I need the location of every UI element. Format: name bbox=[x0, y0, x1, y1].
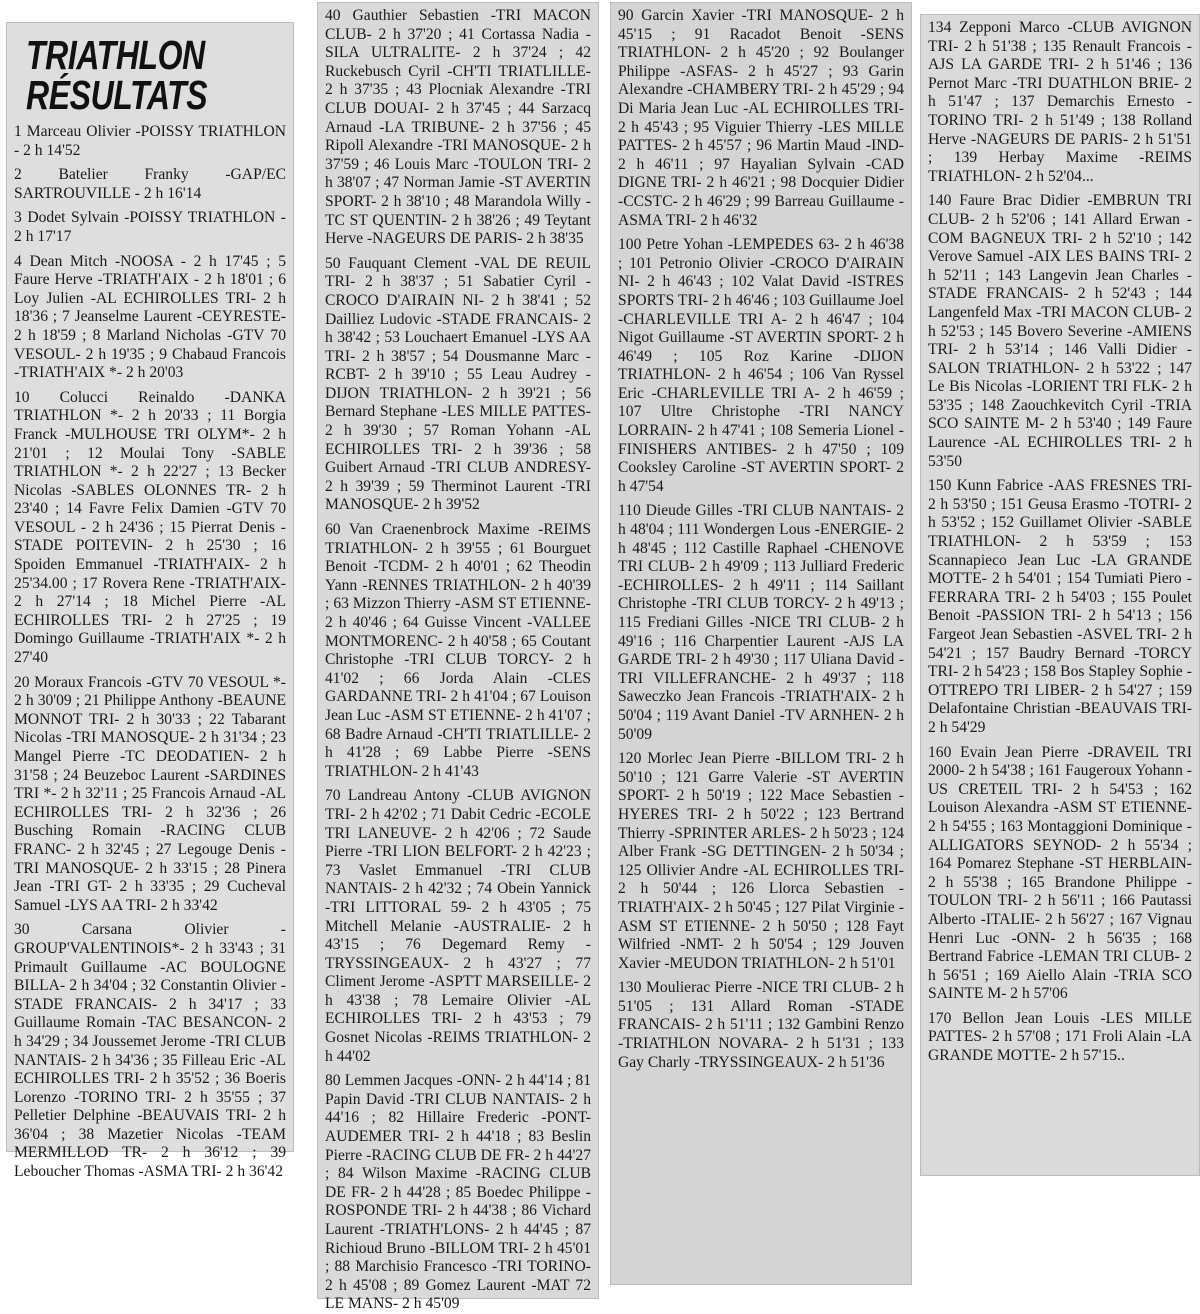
results-paragraph: 4 Dean Mitch -NOOSA - 2 h 17'45 ; 5 Faure Herve -TRIATH'AIX - 2 h 18'01 ; 6 Loy Julien -AL ECHIROLLES TRI- 2 h 18'36 ; 7 Jeanselme Laurent -CEYRESTE- 2 h 18'59 ; 8 Marland Nicholas -GTV 70 VESOUL- 2 h 19'35 ; 9 Chabaud Francois -TRIATH'AIX *- 2 h 20'03 bbox=[14, 252, 286, 382]
results-paragraph: 3 Dodet Sylvain -POISSY TRIATHLON - 2 h 17'17 bbox=[14, 209, 286, 245]
results-paragraph: 130 Moulierac Pierre -NICE TRI CLUB- 2 h 51'05 ; 131 Allard Roman -STADE FRANCAIS- 2 h 51'11 ; 132 Gambini Renzo -TRIATHLON NOVARA- 2 h 51'31 ; 133 Gay Charly -TRYSSINGEAUX- 2 h 51'36 bbox=[618, 979, 904, 1071]
results-column-1 bbox=[6, 22, 294, 1181]
results-paragraph: 120 Morlec Jean Pierre -BILLOM TRI- 2 h 50'10 ; 121 Garre Valerie -ST AVERTIN SPORT- 2 h 50'19 ; 122 Mace Sebastien -HYERES TRI- 2 h 50'22 ; 123 Bertrand Thierry -SPRINTER ARLES- 2 h 50'23 ; 124 Alber Frank -SG DETTINGEN- 2 h 50'34 ; 125 Ollivier Andre -AL ECHIROLLES TRI- 2 h 50'44 ; 126 Llorca Sebastien -TRIATH'AIX- 2 h 50'45 ; 127 Pilat Virginie -ASM ST ETIENNE- 2 h 50'50 ; 128 Fayt Wilfried -NMT- 2 h 50'54 ; 129 Jouven Xavier -MEUDON TRIATHLON- 2 h 51'01 bbox=[618, 750, 904, 972]
results-paragraph: 70 Landreau Antony -CLUB AVIGNON TRI- 2 h 42'02 ; 71 Dabit Cedric -ECOLE TRI LANEUVE- 2 h 42'06 ; 72 Saude Pierre -TRI LION BELFORT- 2 h 42'23 ; 73 Vaslet Emmanuel -TRI CLUB NANTAIS- 2 h 42'32 ; 74 Obein Yannick -TRI LITTORAL 59- 2 h 43'05 ; 75 Mitchell Melanie -AUSTRALIE- 2 h 43'15 ; 76 Degemard Remy -TRYSSINGEAUX- 2 h 43'27 ; 77 Climent Jerome -ASPTT MARSEILLE- 2 h 43'38 ; 78 Lemaire Olivier -AL ECHIROLLES TRI- 2 h 43'53 ; 79 Gosnet Nicolas -REIMS TRIATHLON- 2 h 44'02 bbox=[325, 787, 591, 1065]
results-paragraph: 170 Bellon Jean Louis -LES MILLE PATTES- 2 h 57'08 ; 171 Froli Alain -LA GRANDE MOTTE- 2 h 57'15.. bbox=[928, 1009, 1192, 1065]
results-paragraph: 140 Faure Brac Didier -EMBRUN TRI CLUB- 2 h 52'06 ; 141 Allard Erwan -COM BAGNEUX TRI- 2 h 52'10 ; 142 Verove Samuel -AIX LES BAINS TRI- 2 h 52'11 ; 143 Langevin Jean Charles -STADE FRANCAIS- 2 h 52'43 ; 144 Langenfeld Max -TRI MACON CLUB- 2 h 52'53 ; 145 Bovero Severine -AMIENS TRI- 2 h 53'14 ; 146 Valli Didier -SALON TRIATHLON- 2 h 53'22 ; 147 Le Bis Nicolas -LORIENT TRI FLK- 2 h 53'35 ; 148 Zaouchkevitch Cyril -TRIA SCO SAINTE M- 2 h 53'40 ; 149 Faure Laurence -AL ECHIROLLES TRI- 2 h 53'50 bbox=[928, 192, 1192, 470]
results-paragraph: 60 Van Craenenbrock Maxime -REIMS TRIATHLON- 2 h 39'55 ; 61 Bourguet Benoit -TCDM- 2 h 40'01 ; 62 Theodin Yann -RENNES TRIATHLON- 2 h 40'39 ; 63 Mizzon Thierry -ASM ST ETIENNE- 2 h 40'46 ; 64 Guisse Vincent -VALLEE MONTMORENC- 2 h 40'58 ; 65 Coutant Christophe -TRI CLUB TORCY- 2 h 41'02 ; 66 Jorda Alain -CLES GARDANNE TRI- 2 h 41'04 ; 67 Louison Jean Luc -ASM ST ETIENNE- 2 h 41'07 ; 68 Badre Arnaud -CH'TI TRIATLILLE- 2 h 41'28 ; 69 Labbe Pierre -SENS TRIATHLON- 2 h 41'43 bbox=[325, 521, 591, 780]
results-column-3 bbox=[610, 2, 912, 1285]
headline bbox=[26, 32, 307, 118]
results-paragraph: 150 Kunn Fabrice -AAS FRESNES TRI- 2 h 53'50 ; 151 Geusa Erasmo -TOTRI- 2 h 53'52 ; 152 Guillamet Olivier -SABLE TRIATHLON- 2 h 53'59 ; 153 Scannapieco Jean Luc -LA GRANDE MOTTE- 2 h 54'01 ; 154 Tumiati Piero -FERRARA TRI- 2 h 54'03 ; 155 Poulet Benoit -PASSION TRI- 2 h 54'13 ; 156 Fargeot Jean Sebastien -ASVEL TRI- 2 h 54'21 ; 157 Baudry Bernard -TORCY TRI- 2 h 54'23 ; 158 Bos Stapley Sophie -OTTREPO TRI LIBER- 2 h 54'27 ; 159 Delafontaine Christian -BEAUVAIS TRI- 2 h 54'29 bbox=[928, 477, 1192, 736]
results-paragraph: 90 Garcin Xavier -TRI MANOSQUE- 2 h 45'15 ; 91 Racadot Benoit -SENS TRIATHLON- 2 h 45'20 ; 92 Boulanger Philippe -ASFAS- 2 h 45'27 ; 93 Garin Alexandre -CHAMBERY TRI- 2 h 45'29 ; 94 Di Maria Jean Luc -AL ECHIROLLES TRI- 2 h 45'43 ; 95 Viguier Thierry -LES MILLE PATTES- 2 h 45'57 ; 96 Martin Maud -IND- 2 h 46'11 ; 97 Hayalian Sylvain -CAD DIGNE TRI- 2 h 46'21 ; 98 Docquier Didier -CCSTC- 2 h 46'29 ; 99 Barreau Guillaume -ASMA TRI- 2 h 46'32 bbox=[618, 7, 904, 229]
results-paragraph: 40 Gauthier Sebastien -TRI MACON CLUB- 2 h 37'20 ; 41 Cortassa Nadia -SILA ULTRALITE- 2 h 37'24 ; 42 Ruckebusch Cyril -CH'TI TRIATLILLE- 2 h 37'35 ; 43 Plocniak Alexandre -TRI CLUB DOUAI- 2 h 37'45 ; 44 Sarzacq Arnaud -LA TRIBUNE- 2 h 37'56 ; 45 Ripoll Alexandre -TRI MANOSQUE- 2 h 37'59 ; 46 Louis Marc -TOULON TRI- 2 h 38'07 ; 47 Norman Jamie -ST AVERTIN SPORT- 2 h 38'10 ; 48 Marandola Willy -TC ST QUENTIN- 2 h 38'26 ; 49 Teytant Herve -NAGEURS DE PARIS- 2 h 38'35 bbox=[325, 7, 591, 248]
results-paragraph: 20 Moraux Francois -GTV 70 VESOUL *- 2 h 30'09 ; 21 Philippe Anthony -BEAUNE MONNOT TRI- 2 h 30'33 ; 22 Tabarant Nicolas -TRI MANOSQUE- 2 h 31'34 ; 23 Mangel Pierre -TC DEODATIEN- 2 h 31'58 ; 24 Beuzeboc Laurent -SARDINES TRI *- 2 h 32'11 ; 25 Francois Arnaud -AL ECHIROLLES TRI- 2 h 32'36 ; 26 Busching Romain -RACING CLUB FRANC- 2 h 32'45 ; 27 Legouge Denis -TRI MANOSQUE- 2 h 33'15 ; 28 Pinera Jean -TRI GT- 2 h 33'35 ; 29 Cucheval Samuel -LYS AA TRI- 2 h 33'42 bbox=[14, 673, 286, 914]
results-paragraph: 10 Colucci Reinaldo -DANKA TRIATHLON *- 2 h 20'33 ; 11 Borgia Franck -MULHOUSE TRI OLYM*- 2 h 21'01 ; 12 Moulai Tony -SABLE TRIATHLON *- 2 h 22'27 ; 13 Becker Nicolas -SABLES OLONNES TR- 2 h 23'40 ; 14 Favre Felix Damien -GTV 70 VESOUL - 2 h 24'36 ; 15 Pierrat Denis -STADE POITEVIN- 2 h 25'30 ; 16 Spoiden Emmanuel -TRIATH'AIX- 2 h 25'34.00 ; 17 Rovera Rene -TRIATH'AIX- 2 h 27'14 ; 18 Michel Pierre -AL ECHIROLLES TRI- 2 h 27'25 ; 19 Domingo Guillaume -TRIATH'AIX *- 2 h 27'40 bbox=[14, 388, 286, 667]
results-paragraph: 30 Carsana Olivier -GROUP'VALENTINOIS*- 2 h 33'43 ; 31 Primault Guillaume -AC BOULOGNE BILLA- 2 h 34'04 ; 32 Constantin Olivier -STADE FRANCAIS- 2 h 34'17 ; 33 Guillaume Romain -TAC BESANCON- 2 h 34'29 ; 34 Joussemet Jerome -TRI CLUB NANTAIS- 2 h 34'36 ; 35 Filleau Eric -AL ECHIROLLES TRI- 2 h 35'52 ; 36 Boeris Lorenzo -TORINO TRI- 2 h 35'55 ; 37 Pelletier Delphine -BEAUVAIS TRI- 2 h 36'04 ; 38 Mazetier Nicolas -TEAM MERMILLOD TR- 2 h 36'12 ; 39 Leboucher Thomas -ASMA TRI- 2 h 36'42 bbox=[14, 921, 286, 1181]
results-paragraph: 80 Lemmen Jacques -ONN- 2 h 44'14 ; 81 Papin David -TRI CLUB NANTAIS- 2 h 44'16 ; 82 Hillaire Frederic -PONT-AUDEMER TRI- 2 h 44'18 ; 83 Beslin Pierre -RACING CLUB DE FR- 2 h 44'27 ; 84 Wilson Maxime -RACING CLUB DE FR- 2 h 44'28 ; 85 Boedec Philippe -ROSPONDE TRI- 2 h 44'38 ; 86 Vichard Laurent -TRIATH'LONS- 2 h 44'45 ; 87 Richioud Bruno -BILLOM TRI- 2 h 45'01 ; 88 Marchisio Francesco -TRI TORINO- 2 h 45'08 ; 89 Gomez Laurent -MAT 72 LE MANS- 2 h 45'09 bbox=[325, 1072, 591, 1313]
results-paragraph: 160 Evain Jean Pierre -DRAVEIL TRI 2000- 2 h 54'38 ; 161 Faugeroux Yohann -US CRETEIL TRI- 2 h 54'53 ; 162 Louison Alexandra -ASM ST ETIENNE- 2 h 54'55 ; 163 Montaggioni Dominique -ALLIGATORS SEYNOD- 2 h 55'34 ; 164 Pomarez Stephane -ST HERBLAIN- 2 h 55'38 ; 165 Brandone Philippe -TOULON TRI- 2 h 56'11 ; 166 Pautassi Alberto -ITALIE- 2 h 56'27 ; 167 Vignau Henri Luc -ONN- 2 h 56'35 ; 168 Bertrand Fabrice -LEMAN TRI CLUB- 2 h 56'51 ; 169 Aiello Alain -TRIA SCO SAINTE M- 2 h 57'06 bbox=[928, 743, 1192, 1003]
headline-line-2: RÉSULTATS bbox=[26, 72, 208, 118]
results-column-2 bbox=[317, 2, 599, 1313]
results-paragraph: 2 Batelier Franky -GAP/EC SARTROUVILLE - 2 h 16'14 bbox=[14, 166, 286, 202]
results-paragraph: 100 Petre Yohan -LEMPEDES 63- 2 h 46'38 ; 101 Petronio Olivier -CROCO D'AIRAIN NI- 2 h 46'43 ; 102 Valat David -ISTRES SPORTS TRI- 2 h 46'46 ; 103 Guillaume Joel -CHARLEVILLE TRI A- 2 h 46'47 ; 104 Nigot Guillaume -ST AVERTIN SPORT- 2 h 46'49 ; 105 Roz Karine -DIJON TRIATHLON- 2 h 46'54 ; 106 Van Ryssel Eric -CHARLEVILLE TRI A- 2 h 46'59 ; 107 Ultre Christophe -TRI NANCY LORRAIN- 2 h 47'41 ; 108 Semeria Lionel -FINISHERS ANTIBES- 2 h 47'50 ; 109 Cooksley Caroline -ST AVERTIN SPORT- 2 h 47'54 bbox=[618, 236, 904, 495]
results-paragraph: 134 Zepponi Marco -CLUB AVIGNON TRI- 2 h 51'38 ; 135 Renault Francois -AJS LA GARDE TRI- 2 h 51'46 ; 136 Pernot Marc -TRI DUATHLON BRIE- 2 h 51'47 ; 137 Demarchis Ernesto -TORINO TRI- 2 h 51'49 ; 138 Rolland Herve -NAGEURS DE PARIS- 2 h 51'51 ; 139 Herbay Maxime -REIMS TRIATHLON- 2 h 52'04... bbox=[928, 19, 1192, 185]
results-paragraph: 110 Dieude Gilles -TRI CLUB NANTAIS- 2 h 48'04 ; 111 Wondergen Lous -ENERGIE- 2 h 48'45 ; 112 Castille Raphael -CHENOVE TRI CLUB- 2 h 49'09 ; 113 Julliard Frederic -ECHIROLLES- 2 h 49'11 ; 114 Saillant Christophe -TRI CLUB TORCY- 2 h 49'13 ; 115 Frediani Gilles -NICE TRI CLUB- 2 h 49'16 ; 116 Charpentier Laurent -AJS LA GARDE TRI- 2 h 49'30 ; 117 Uliana David -TRI VILLEFRANCHE- 2 h 49'37 ; 118 Saweczko Jean Francois -TRIATH'AIX- 2 h 50'04 ; 119 Avant Daniel -TV ARNHEN- 2 h 50'09 bbox=[618, 502, 904, 743]
results-paragraph: 50 Fauquant Clement -VAL DE REUIL TRI- 2 h 38'37 ; 51 Sabatier Cyril -CROCO D'AIRAIN NI- 2 h 38'41 ; 52 Dailliez Ludovic -STADE FRANCAIS- 2 h 38'42 ; 53 Louchaert Emanuel -LYS AA TRI- 2 h 38'57 ; 54 Dousmanne Marc -RCBT- 2 h 39'10 ; 55 Leau Audrey -DIJON TRIATHLON- 2 h 39'21 ; 56 Bernard Stephane -LES MILLE PATTES- 2 h 39'30 ; 57 Roman Yohann -AL ECHIROLLES TRI- 2 h 39'36 ; 58 Guibert Arnaud -TRI CLUB ANDRESY- 2 h 39'39 ; 59 Therminot Laurent -TRI MANOSQUE- 2 h 39'52 bbox=[325, 254, 591, 514]
headline-line-1: TRIATHLON bbox=[26, 32, 205, 78]
results-column-4 bbox=[920, 14, 1200, 1176]
results-paragraph: 1 Marceau Olivier -POISSY TRIATHLON - 2 h 14'52 bbox=[14, 123, 286, 159]
